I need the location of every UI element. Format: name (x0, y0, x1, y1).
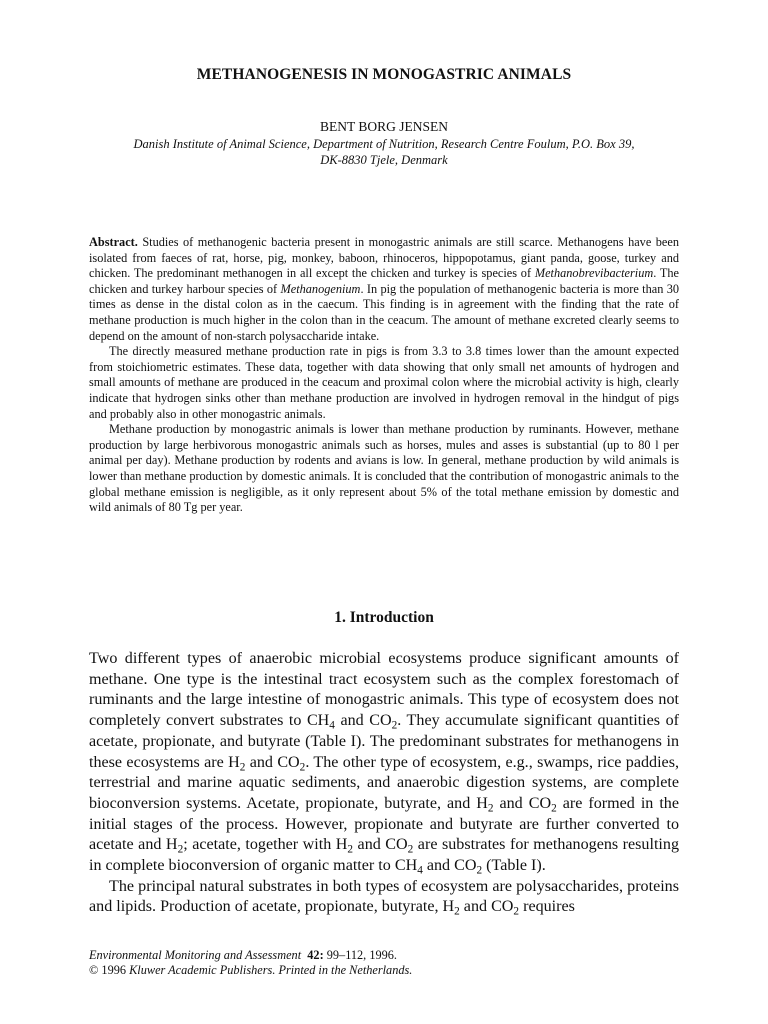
journal-name: Environmental Monitoring and Assessment (89, 948, 302, 962)
genus-name: Methanobrevibacterium (534, 266, 654, 281)
paper-title: METHANOGENESIS IN MONOGASTRIC ANIMALS (196, 66, 572, 83)
journal-pages: 99–112, 1996. (323, 948, 397, 962)
abstract-paragraph-3: Methane production by monogastric animals is lower than methane production by ruminants. However, methane production by large herbivorous monogastric animals such as horses, mules and asses is substantial (up to 80 l per animal per day). Methane production by rodents and avians is low. In general, methane production by wild animals is lower than methane production by domestic animals. It is concluded that the contribution of monogastric animals to the global methane emission is negligible, as it only represent about 5% of the total methane emission by domestic and wild animals of 80 Tg per year. (89, 422, 679, 515)
publisher: Kluwer Academic Publishers. Printed in the Netherlands. (129, 963, 413, 977)
section-heading-introduction: 1. Introduction (334, 609, 434, 626)
affiliation-line-2: DK-8830 Tjele, Denmark (320, 153, 448, 167)
copyright-year: 1996 (98, 963, 130, 977)
abstract-label: Abstract. (89, 235, 138, 249)
copyright-line (89, 963, 679, 978)
genus-name: Methanogenium (280, 281, 361, 296)
citation-footer (89, 948, 679, 978)
intro-paragraph-2: The principal natural substrates in both types of ecosystem are polysaccharides, proteins and lipids. Production of acetate, propionate, butyrate, $H_2$ and $CO_2$ requires (89, 877, 679, 918)
abstract-paragraph-2: The directly measured methane production rate in pigs is from 3.3 to 3.8 times lower than the amount expected from stoichiometric estimates. These data, together with data showing that only small net amounts of hydrogen and small amounts of methane are produced in the ceacum and proximal colon where the microbial activity is high, clearly indicate that hydrogen sinks other than methane production are involved in hydrogen removal in the hindgut of pigs and probably also in other monogastric animals. (89, 344, 679, 421)
intro-paragraph-1: Two different types of anaerobic microbial ecosystems produce significant amounts of methane. One type is the intestinal tract ecosystem such as the complex forestomach of ruminants and the large intestine of monogastric animals. This type of ecosystem does not completely convert substrates to $CH_4$ and $CO_2$. They accumulate significant quantities of acetate, propionate, and butyrate (Table I). The predominant substrates for methanogens in these ecosystems are $H_2$ and $CO_2$. The other type of ecosystem, e.g., swamps, rice paddies, terrestrial and marine aquatic sediments, and anaerobic digestion systems, are complete bioconversion systems. Acetate, propionate, butyrate, and $H_2$ and $CO_2$ are formed in the initial stages of the process. However, propionate and butyrate are further converted to acetate and $H_2$; acetate, together with $H_2$ and $CO_2$ are substrates for methanogens resulting in complete bioconversion of organic matter to $CH_4$ and $CO_2$ (Table I). (89, 650, 680, 877)
journal-citation (89, 948, 679, 963)
abstract (89, 235, 679, 516)
author-name: BENT BORG JENSEN (319, 119, 448, 134)
author-affiliation (80, 136, 688, 168)
affiliation-line-1: Danish Institute of Animal Science, Department of Nutrition, Research Centre Foulum, P.O. Box 39, (133, 137, 635, 151)
abstract-paragraph-1: Abstract. Studies of methanogenic bacteria present in monogastric animals are still scarce. Methanogens have been isolated from faeces of rat, horse, pig, monkey, baboon, rhinoceros, hippopotamus, giant panda, goose, turkey and chicken. The predominant methanogen in all except the chicken and turkey is species of Methanobrevibacterium. The chicken and turkey harbour species of Methanogenium. In pig the population of methanogenic bacteria is more than 30 times as dense in the distal colon as in the caecum. This finding is in agreement with the finding that the rate of methane production is much higher in the colon than in the ceacum. The amount of methane excreted clearly seems to depend on the amount of non-starch polysaccharide intake. (89, 235, 680, 343)
journal-volume: 42: (307, 948, 324, 962)
copyright-icon: © (89, 963, 99, 977)
introduction-body (89, 649, 679, 918)
